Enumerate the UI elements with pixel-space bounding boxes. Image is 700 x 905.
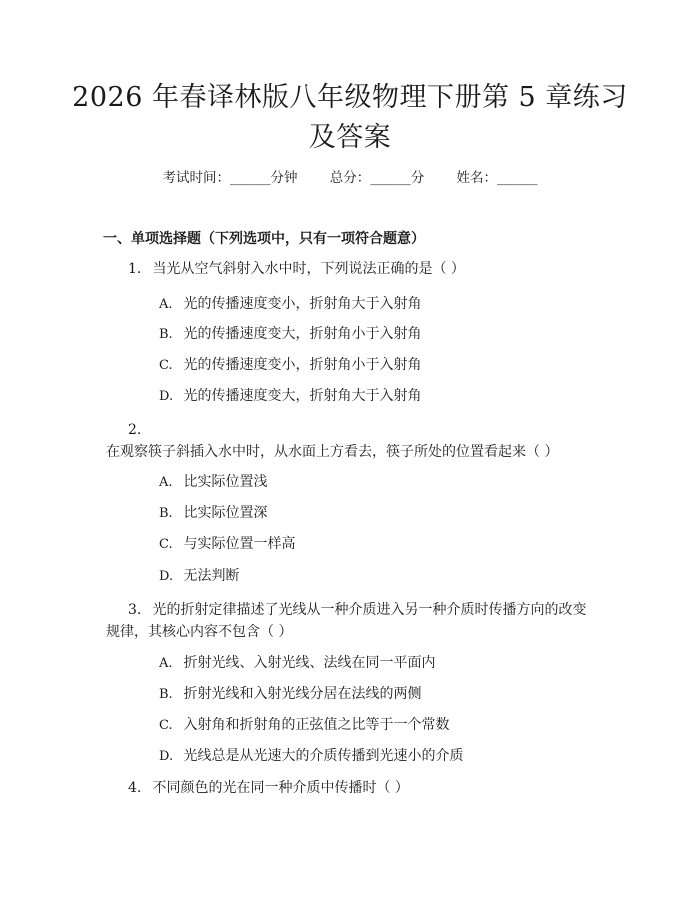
question-3-option-a [159,653,435,674]
option-text: 入射角和折射角的正弦值之比等于一个常数 [183,717,450,733]
option-text: 光的传播速度变大，折射角大于入射角 [183,388,422,404]
question-1-option-c [159,355,421,376]
option-text: 折射光线、入射光线、法线在同一平面内 [183,655,436,671]
option-text: 光线总是从光速大的介质传播到光速小的介质 [183,748,464,764]
question-3-option-d [159,746,463,767]
question-number: 4. [128,780,142,796]
question-3-option-b [159,684,421,705]
option-text: 与实际位置一样高 [183,536,296,552]
option-letter: A. [159,475,173,490]
question-2-option-a [159,472,267,493]
section-heading: 一、单项选择题（下列选项中，只有一项符合题意） [103,231,425,247]
option-text: 光的传播速度变大，折射角小于入射角 [183,326,422,342]
option-text: 光的传播速度变小，折射角小于入射角 [183,357,422,373]
question-2-option-d [159,566,239,587]
question-2-option-c [159,534,295,555]
option-letter: D. [159,569,174,584]
question-2 [106,419,600,463]
question-3-option-c [159,715,449,736]
question-stem: 光的折射定律描述了光线从一种介质进入另一种介质时传播方向的改变规律，其核心内容不包含（ ） [106,602,587,640]
option-text: 比实际位置深 [183,505,268,521]
option-text: 比实际位置浅 [183,474,268,490]
option-letter: D. [159,749,174,764]
option-letter: B. [159,327,173,342]
option-letter: B. [159,506,173,521]
option-letter: B. [159,687,173,702]
question-1-option-d [159,386,421,407]
option-letter: C. [159,537,173,552]
question-1 [106,258,600,280]
question-4 [106,777,600,799]
option-letter: C. [159,718,173,733]
question-stem: 在观察筷子斜插入水中时，从水面上方看去，筷子所处的位置看起来（ ） [106,444,559,460]
question-stem: 不同颜色的光在同一种介质中传播时（ ） [152,780,409,796]
question-number: 2. [128,422,142,438]
option-letter: D. [159,389,174,404]
exam-score: 总分：______分 [329,170,425,186]
student-name: 姓名：______ [456,170,538,186]
question-2-option-b [159,503,267,524]
question-number: 1. [128,261,142,277]
question-number: 3. [128,602,142,618]
option-text: 光的传播速度变小，折射角大于入射角 [183,296,422,312]
question-3 [106,599,600,643]
option-text: 折射光线和入射光线分居在法线的两侧 [183,686,422,702]
exam-meta [0,168,700,188]
question-1-option-a [159,294,421,315]
question-stem: 当光从空气斜射入水中时，下列说法正确的是（ ） [152,261,465,277]
question-1-option-b [159,324,421,345]
exam-time: 考试时间：______分钟 [162,170,298,186]
option-letter: A. [159,297,173,312]
option-text: 无法判断 [183,568,240,584]
document-title: 2026 年春译林版八年级物理下册第 5 章练习及答案 [72,82,628,153]
option-letter: C. [159,358,173,373]
option-letter: A. [159,656,173,671]
